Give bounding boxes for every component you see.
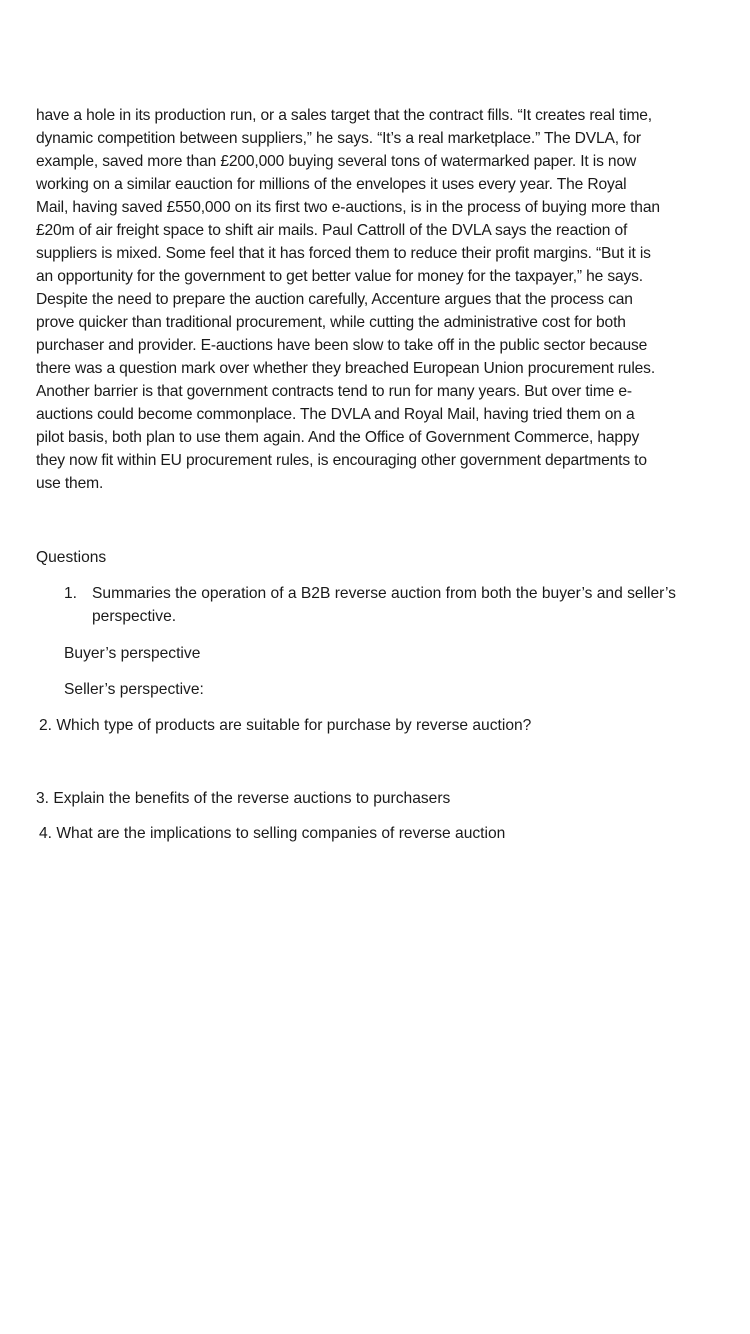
- passage-line: Another barrier is that government contracts tend to run for many years. But over time e-: [36, 383, 632, 400]
- passage-line: use them.: [36, 475, 104, 492]
- passage-line: purchaser and provider. E-auctions have been slow to take off in the public sector because: [36, 337, 648, 354]
- passage-line: prove quicker than traditional procurement, while cutting the administrative cost for both: [36, 314, 626, 331]
- question-1-line: Summaries the operation of a B2B reverse auction from both the buyer’s and seller’s: [92, 585, 676, 602]
- question-1-number: 1.: [64, 585, 78, 602]
- question-1-text: [92, 582, 714, 628]
- passage-line: have a hole in its production run, or a sales target that the contract fills. “It creates real time,: [36, 107, 652, 124]
- passage-line: Despite the need to prepare the auction carefully, Accenture argues that the process can: [36, 291, 633, 308]
- passage-line: Mail, having saved £550,000 on its first two e-auctions, is in the process of buying more than: [36, 199, 660, 216]
- questions-heading: Questions: [36, 549, 107, 566]
- question-3: 3. Explain the benefits of the reverse auctions to purchasers: [36, 790, 451, 807]
- passage-line: £20m of air freight space to shift air mails. Paul Cattroll of the DVLA says the reaction of: [36, 222, 628, 239]
- question-1-line: perspective.: [92, 608, 177, 625]
- question-2: 2. Which type of products are suitable for purchase by reverse auction?: [39, 717, 532, 734]
- passage-line: an opportunity for the government to get better value for money for the taxpayer,” he says.: [36, 268, 643, 285]
- passage-line: working on a similar eauction for millions of the envelopes it uses every year. The Royal: [36, 176, 627, 193]
- passage-line: suppliers is mixed. Some feel that it has forced them to reduce their profit margins. “But it is: [36, 245, 651, 262]
- passage-line: they now fit within EU procurement rules, is encouraging other government departments to: [36, 452, 647, 469]
- question-4: 4. What are the implications to selling companies of reverse auction: [39, 825, 506, 842]
- seller-perspective-label: Seller’s perspective:: [64, 681, 204, 698]
- passage-line: auctions could become commonplace. The DVLA and Royal Mail, having tried them on a: [36, 406, 635, 423]
- passage-line: there was a question mark over whether they breached European Union procurement rules.: [36, 360, 655, 377]
- case-study-passage: [36, 104, 716, 495]
- passage-line: dynamic competition between suppliers,” he says. “It’s a real marketplace.” The DVLA, for: [36, 130, 641, 147]
- passage-line: pilot basis, both plan to use them again. And the Office of Government Commerce, happy: [36, 429, 640, 446]
- buyer-perspective-label: Buyer’s perspective: [64, 645, 201, 662]
- passage-line: example, saved more than £200,000 buying several tons of watermarked paper. It is now: [36, 153, 637, 170]
